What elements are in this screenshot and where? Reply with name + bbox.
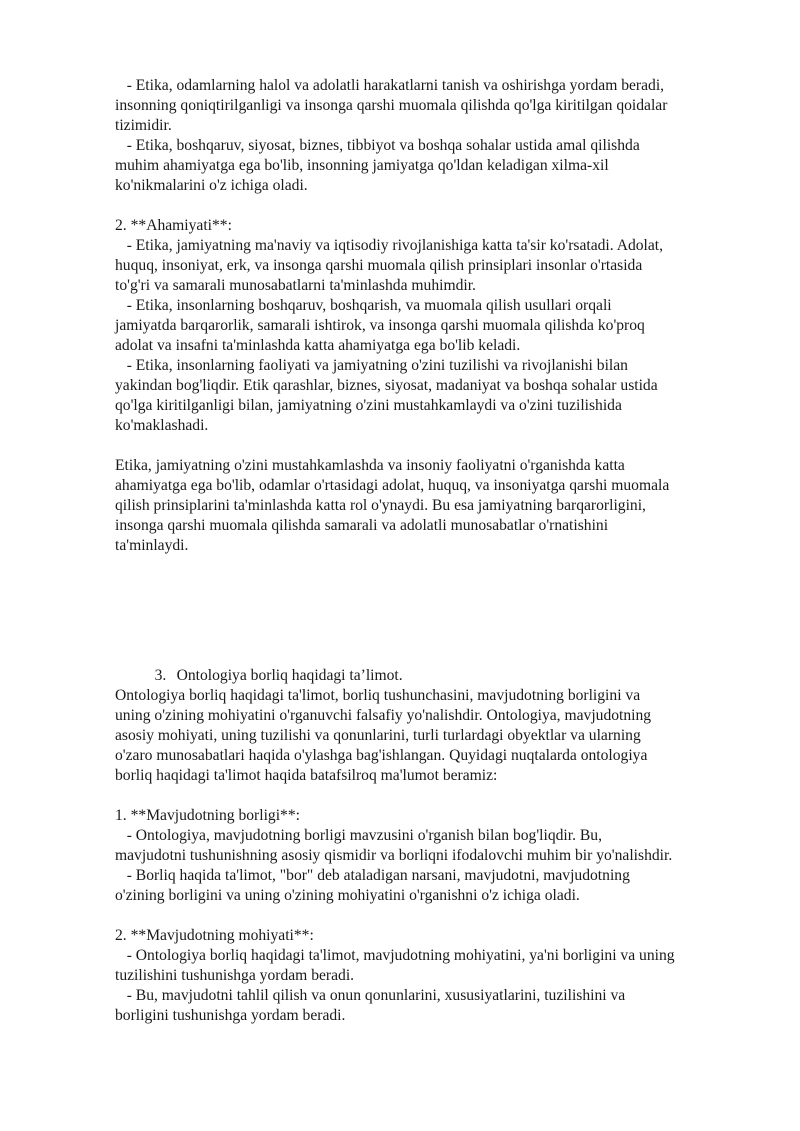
text-line: mavjudotni tushunishning asosiy qismidir va borliqni ifodalovchi muhim bir yo'nalishdir. (115, 847, 673, 864)
text-line: adolat va insafni ta'minlashda katta ahamiyatga ega bo'lib keladi. (115, 337, 521, 354)
text-line: Ontologiya borliq haqidagi ta'limot, borliq tushunchasini, mavjudotning borligini va (115, 687, 641, 704)
text-line: - Etika, boshqaruv, siyosat, biznes, tibbiyot va boshqa sohalar ustida amal qilishda (115, 137, 640, 154)
section-gap (115, 556, 745, 646)
ethics-conclusion-paragraph (115, 456, 745, 556)
text-line: ko'maklashadi. (115, 417, 209, 434)
text-line: - Bu, mavjudotni tahlil qilish va onun qonunlarini, xususiyatlarini, tuzilishini va (115, 987, 626, 1004)
text-line: - Etika, jamiyatning ma'naviy va iqtisodiy rivojlanishiga katta ta'sir ko'rsatadi. Adolat, (115, 237, 664, 254)
text-line: muhim ahamiyatga ega bo'lib, insonning jamiyatga qo'ldan keladigan xilma-xil (115, 157, 609, 174)
text-line: - Ontologiya, mavjudotning borligi mavzusini o'rganish bilan bog'liqdir. Bu, (115, 827, 602, 844)
section-heading: 1. **Mavjudotning borligi**: (115, 807, 300, 824)
section-heading: 2. **Ahamiyati**: (115, 217, 232, 234)
document-page (115, 76, 745, 1026)
borligi-section (115, 806, 745, 906)
mohiyati-section (115, 926, 745, 1026)
text-line: - Etika, insonlarning boshqaruv, boshqarish, va muomala qilish usullari orqali (115, 297, 612, 314)
ethics-intro-paragraph (115, 76, 745, 196)
text-line: Etika, jamiyatning o'zini mustahkamlashda va insoniy faoliyatni o'rganishda katta (115, 457, 625, 474)
text-line: ahamiyatga ega bo'lib, odamlar o'rtasidagi adolat, huquq, va insoniyatga qarshi muomala (115, 477, 670, 494)
text-line: ko'nikmalarini o'z ichiga oladi. (115, 177, 308, 194)
blank-line (115, 786, 745, 806)
text-line: yakindan bog'liqdir. Etik qarashlar, biznes, siyosat, madaniyat va boshqa sohalar ustida (115, 377, 658, 394)
text-line: huquq, insoniyat, erk, va insonga qarshi muomala qilish prinsiplari insonlar o'rtasida (115, 257, 643, 274)
text-line: - Ontologiya borliq haqidagi ta'limot, mavjudotning mohiyatini, ya'ni borligini va uning (115, 947, 675, 964)
text-line: jamiyatda barqarorlik, samarali ishtirok, va insonga qarshi muomala qilishda ko'proq (115, 317, 645, 334)
text-line: - Etika, odamlarning halol va adolatli harakatlarni tanish va oshirishga yordam beradi, (115, 77, 665, 94)
text-line: - Borliq haqida ta'limot, "bor" deb ataladigan narsani, mavjudotni, mavjudotning (115, 867, 630, 884)
text-line: qo'lga kiritilganligi bilan, jamiyatning o'zini mustahkamlaydi va o'zini tuzilishida (115, 397, 622, 414)
text-line: - Etika, insonlarning faoliyati va jamiyatning o'zini tuzilishi va rivojlanishi bilan (115, 357, 628, 374)
blank-line (115, 196, 745, 216)
heading-number: 3. (154, 667, 167, 684)
text-line: o'zaro munosabatlari haqida o'ylashga bag'ishlangan. Quyidagi nuqtalarda ontologiya (115, 747, 648, 764)
text-line: to'g'ri va samarali munosabatlarni ta'minlashda muhimdir. (115, 277, 476, 294)
text-line: uning o'zining mohiyatini o'rganuvchi falsafiy yo'nalishdir. Ontologiya, mavjudotning (115, 707, 652, 724)
ahamiyati-section (115, 216, 745, 436)
blank-line (115, 436, 745, 456)
ontology-heading (115, 646, 745, 684)
text-line: qilish prinsiplarini ta'minlashda katta rol o'ynaydi. Bu esa jamiyatning barqarorligini, (115, 497, 646, 514)
blank-line (115, 906, 745, 926)
text-line: insonga qarshi muomala qilishda samarali va adolatli munosabatlar o'rnatishini (115, 517, 609, 534)
text-line: borliq haqidagi ta'limot haqida batafsilroq ma'lumot beramiz: (115, 767, 498, 784)
heading-title: Ontologiya borliq haqidagi ta’limot. (176, 667, 403, 684)
text-line: ta'minlaydi. (115, 537, 189, 554)
text-line: tuzilishini tushunishga yordam beradi. (115, 967, 355, 984)
text-line: tizimidir. (115, 117, 172, 134)
text-line: o'zining borligini va uning o'zining mohiyatini o'rganishni o'z ichiga oladi. (115, 887, 580, 904)
text-line: insonning qoniqtirilganligi va insonga qarshi muomala qilishda qo'lga kiritilgan qoidalar (115, 97, 668, 114)
section-heading: 2. **Mavjudotning mohiyati**: (115, 927, 314, 944)
text-line: asosiy mohiyati, uning tuzilishi va qonunlarini, turli turlardagi obyektlar va ularning (115, 727, 641, 744)
ontology-intro-paragraph (115, 686, 745, 786)
text-line: borligini tushunishga yordam beradi. (115, 1007, 346, 1024)
